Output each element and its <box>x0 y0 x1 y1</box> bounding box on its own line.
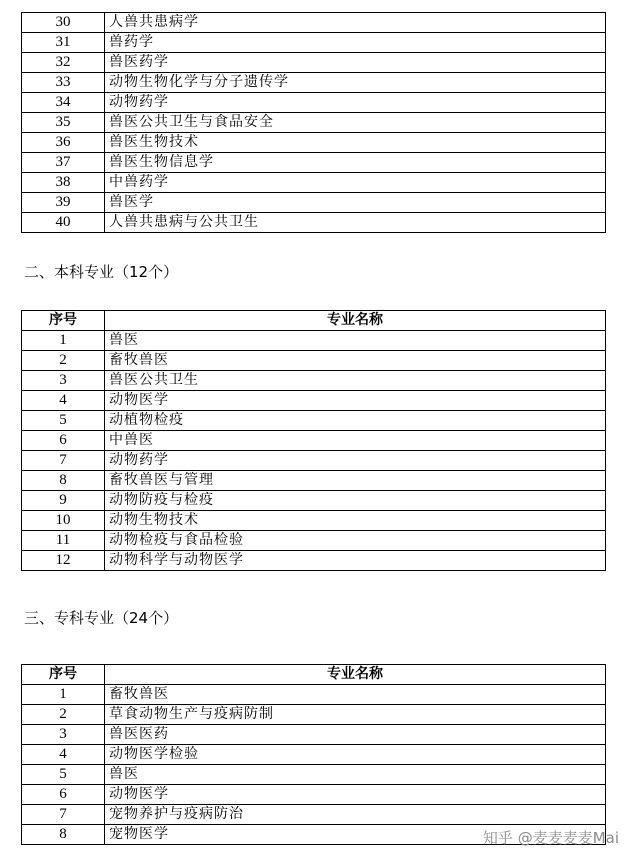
row-number-cell: 1 <box>22 685 105 705</box>
row-number-cell: 11 <box>22 531 105 551</box>
table-row <box>22 491 606 511</box>
major-name-cell: 人兽共患病学 <box>105 13 606 33</box>
major-name-cell: 动物防疫与检疫 <box>105 491 606 511</box>
continued-majors-table <box>21 12 606 233</box>
row-number-cell: 35 <box>22 113 105 133</box>
table-row <box>22 33 606 53</box>
row-number-cell: 40 <box>22 213 105 233</box>
row-number-cell: 39 <box>22 193 105 213</box>
table-row <box>22 471 606 491</box>
table-row <box>22 331 606 351</box>
row-number-cell: 8 <box>22 825 105 845</box>
table-row <box>22 173 606 193</box>
major-name-cell: 动物生物技术 <box>105 511 606 531</box>
major-name-cell: 动物科学与动物医学 <box>105 551 606 571</box>
major-name-cell: 兽医 <box>105 331 606 351</box>
table-row <box>22 551 606 571</box>
table-row <box>22 213 606 233</box>
undergrad-section-heading: 二、本科专业（12个） <box>24 263 179 281</box>
column-header-name: 专业名称 <box>105 311 606 331</box>
row-number-cell: 10 <box>22 511 105 531</box>
row-number-cell: 9 <box>22 491 105 511</box>
major-name-cell: 畜牧兽医与管理 <box>105 471 606 491</box>
major-name-cell: 兽医公共卫生 <box>105 371 606 391</box>
row-number-cell: 30 <box>22 13 105 33</box>
major-name-cell: 兽药学 <box>105 33 606 53</box>
major-name-cell: 兽医药学 <box>105 53 606 73</box>
table-row <box>22 531 606 551</box>
table-row <box>22 705 606 725</box>
major-name-cell: 兽医公共卫生与食品安全 <box>105 113 606 133</box>
continued-majors-table-body <box>22 13 606 233</box>
row-number-cell: 5 <box>22 765 105 785</box>
table-row <box>22 765 606 785</box>
table-row <box>22 53 606 73</box>
major-name-cell: 兽医生物技术 <box>105 133 606 153</box>
vocational-majors-table <box>21 664 606 845</box>
major-name-cell: 宠物养护与疫病防治 <box>105 805 606 825</box>
row-number-cell: 31 <box>22 33 105 53</box>
row-number-cell: 1 <box>22 331 105 351</box>
table-header-row <box>22 311 606 331</box>
major-name-cell: 人兽共患病与公共卫生 <box>105 213 606 233</box>
major-name-cell: 中兽医 <box>105 431 606 451</box>
table-row <box>22 133 606 153</box>
table-row <box>22 153 606 173</box>
table-row <box>22 745 606 765</box>
major-name-cell: 中兽药学 <box>105 173 606 193</box>
major-name-cell: 兽医 <box>105 765 606 785</box>
table-row <box>22 113 606 133</box>
row-number-cell: 38 <box>22 173 105 193</box>
major-name-cell: 兽医生物信息学 <box>105 153 606 173</box>
table-row <box>22 685 606 705</box>
row-number-cell: 8 <box>22 471 105 491</box>
major-name-cell: 动物药学 <box>105 93 606 113</box>
row-number-cell: 36 <box>22 133 105 153</box>
major-name-cell: 畜牧兽医 <box>105 351 606 371</box>
column-header-no: 序号 <box>22 665 105 685</box>
table-row <box>22 73 606 93</box>
row-number-cell: 6 <box>22 785 105 805</box>
vocational-section-heading: 三、专科专业（24个） <box>24 609 179 627</box>
row-number-cell: 33 <box>22 73 105 93</box>
table-row <box>22 431 606 451</box>
table-header-row <box>22 665 606 685</box>
table-row <box>22 193 606 213</box>
table-row <box>22 93 606 113</box>
major-name-cell: 动物医学 <box>105 785 606 805</box>
undergrad-majors-table <box>21 310 606 571</box>
row-number-cell: 32 <box>22 53 105 73</box>
vocational-majors-table-body <box>22 685 606 845</box>
table-row <box>22 411 606 431</box>
zhihu-watermark: 知乎 @麦麦麦麦Mai <box>482 829 619 847</box>
table-row <box>22 371 606 391</box>
major-name-cell: 动物医学 <box>105 391 606 411</box>
row-number-cell: 2 <box>22 351 105 371</box>
table-row <box>22 785 606 805</box>
table-row <box>22 451 606 471</box>
major-name-cell: 草食动物生产与疫病防制 <box>105 705 606 725</box>
table-row <box>22 805 606 825</box>
major-name-cell: 动物医学检验 <box>105 745 606 765</box>
major-name-cell: 动植物检疫 <box>105 411 606 431</box>
column-header-name: 专业名称 <box>105 665 606 685</box>
major-name-cell: 动物检疫与食品检验 <box>105 531 606 551</box>
row-number-cell: 5 <box>22 411 105 431</box>
row-number-cell: 7 <box>22 805 105 825</box>
table-row <box>22 13 606 33</box>
row-number-cell: 4 <box>22 745 105 765</box>
table-row <box>22 351 606 371</box>
row-number-cell: 3 <box>22 371 105 391</box>
major-name-cell: 兽医医药 <box>105 725 606 745</box>
column-header-no: 序号 <box>22 311 105 331</box>
undergrad-majors-table-body <box>22 331 606 571</box>
row-number-cell: 3 <box>22 725 105 745</box>
row-number-cell: 7 <box>22 451 105 471</box>
major-name-cell: 宠物医学 <box>105 825 606 845</box>
row-number-cell: 4 <box>22 391 105 411</box>
major-name-cell: 动物药学 <box>105 451 606 471</box>
major-name-cell: 兽医学 <box>105 193 606 213</box>
row-number-cell: 2 <box>22 705 105 725</box>
row-number-cell: 12 <box>22 551 105 571</box>
row-number-cell: 6 <box>22 431 105 451</box>
row-number-cell: 34 <box>22 93 105 113</box>
major-name-cell: 畜牧兽医 <box>105 685 606 705</box>
major-name-cell: 动物生物化学与分子遗传学 <box>105 73 606 93</box>
table-row <box>22 391 606 411</box>
table-row <box>22 725 606 745</box>
row-number-cell: 37 <box>22 153 105 173</box>
table-row <box>22 511 606 531</box>
